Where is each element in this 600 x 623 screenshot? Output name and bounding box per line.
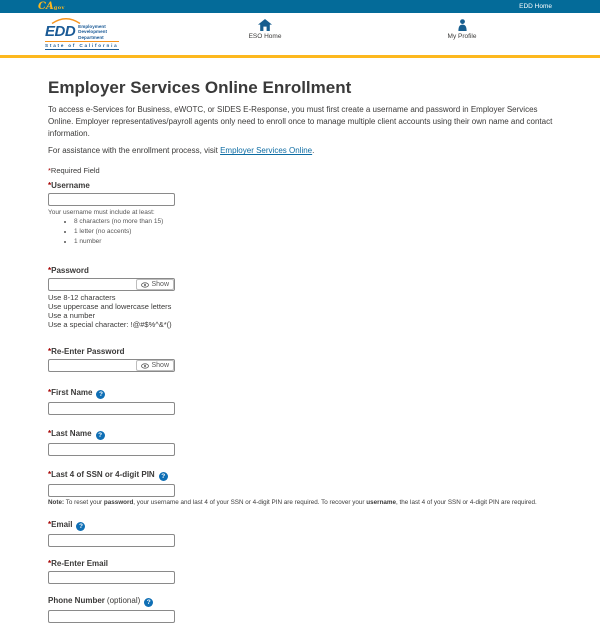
assist-suffix: . [312,146,315,156]
ssn-pin-group [48,470,560,507]
edd-logo-state-line: State of California [45,42,119,48]
ssn-pin-note: Note: To reset your password, your username and last 4 of your SSN or 4-digit PIN are required. To recover your username, the last 4 of your SSN or 4-digit PIN are required. [48,499,537,507]
edd-logo-department-lines: Employment Development Department [78,24,108,40]
reenter-email-label: *Re-Enter Email [48,558,109,568]
phone-label: Phone Number (optional) ? [48,596,560,607]
password-show-button[interactable] [136,279,174,290]
site-header [0,13,600,58]
reenter-password-label: *Re-Enter Password [48,347,125,357]
nav-my-profile[interactable] [424,19,500,40]
required-asterisk: * [48,558,52,568]
eye-icon [141,282,149,288]
page-title: Employer Services Online Enrollment [48,78,352,97]
password-rule: Use uppercase and lowercase letters [48,302,172,312]
ssn-pin-input[interactable] [48,484,175,497]
password-rules [48,293,560,329]
required-asterisk: * [48,181,52,191]
username-input[interactable] [48,193,175,206]
phone-input[interactable] [48,610,175,623]
email-input[interactable] [48,534,175,547]
password-rule: Use 8-12 characters [48,293,116,303]
help-icon[interactable]: ? [76,522,85,531]
reenter-email-group [48,559,560,584]
eye-icon [141,363,149,369]
required-asterisk: * [48,429,52,439]
required-field-note [48,166,560,175]
required-asterisk: * [48,166,51,176]
password-group [48,266,560,329]
password-show-label: Show [151,281,169,289]
username-rule: • 1 letter (no accents) [74,228,560,236]
required-asterisk: * [48,470,52,480]
username-group [48,181,560,246]
first-name-group [48,388,560,415]
main-content [0,58,600,623]
email-label: *Email ? [48,520,560,531]
help-icon[interactable]: ? [159,472,168,481]
reenter-email-input[interactable] [48,571,175,584]
username-rule: • 8 characters (no more than 15) [74,218,560,226]
reenter-password-show-button[interactable] [136,360,174,371]
edd-home-link[interactable]: EDD Home [519,3,552,10]
assist-line [48,145,560,156]
required-asterisk: * [48,347,52,357]
username-rules [48,218,560,246]
required-field-text: Required Field [50,166,100,176]
required-asterisk: * [48,266,52,276]
edd-logo-word: EDD [45,22,76,40]
last-name-label: *Last Name ? [48,429,560,440]
first-name-input[interactable] [48,402,175,415]
home-icon [258,19,272,31]
ca-gov-logo-gov: gov [53,5,65,11]
first-name-label: *First Name ? [48,388,560,399]
intro-text: To access e-Services for Business, eWOTC, or SIDES E-Response, you must first create a username and password in Employer Services Online. Employer representatives/payroll agents only need to enroll once to manage multiple client accounts using their own name and contact information. [48,105,553,138]
password-rule: Use a special character: !@#$%^&*() [48,320,172,330]
username-help-title: Your username must include at least: [48,209,155,217]
person-icon [457,19,468,31]
password-rule: Use a number [48,311,96,321]
edd-logo[interactable] [45,18,119,50]
nav-my-profile-label: My Profile [447,33,477,40]
ssn-pin-label: *Last 4 of SSN or 4-digit PIN ? [48,470,560,481]
help-icon[interactable]: ? [144,598,153,607]
help-icon[interactable]: ? [96,431,105,440]
nav-eso-home[interactable] [228,19,302,40]
phone-optional-text: (optional) [106,595,141,605]
required-asterisk: * [48,519,52,529]
ca-gov-logo-ca: CA [38,1,54,12]
username-rule: • 1 number [74,238,560,246]
help-icon[interactable]: ? [96,390,105,399]
nav-eso-home-label: ESO Home [248,33,282,40]
required-asterisk: * [48,388,52,398]
last-name-input[interactable] [48,443,175,456]
reenter-password-show-label: Show [151,362,169,370]
last-name-group [48,429,560,456]
username-label: *Username [48,181,90,191]
password-label: *Password [48,266,89,276]
topbar [0,0,600,13]
email-group [48,520,560,547]
employer-services-online-link[interactable]: Employer Services Online [220,146,313,156]
reenter-password-group [48,347,560,372]
assist-prefix: For assistance with the enrollment process, visit [48,146,221,156]
